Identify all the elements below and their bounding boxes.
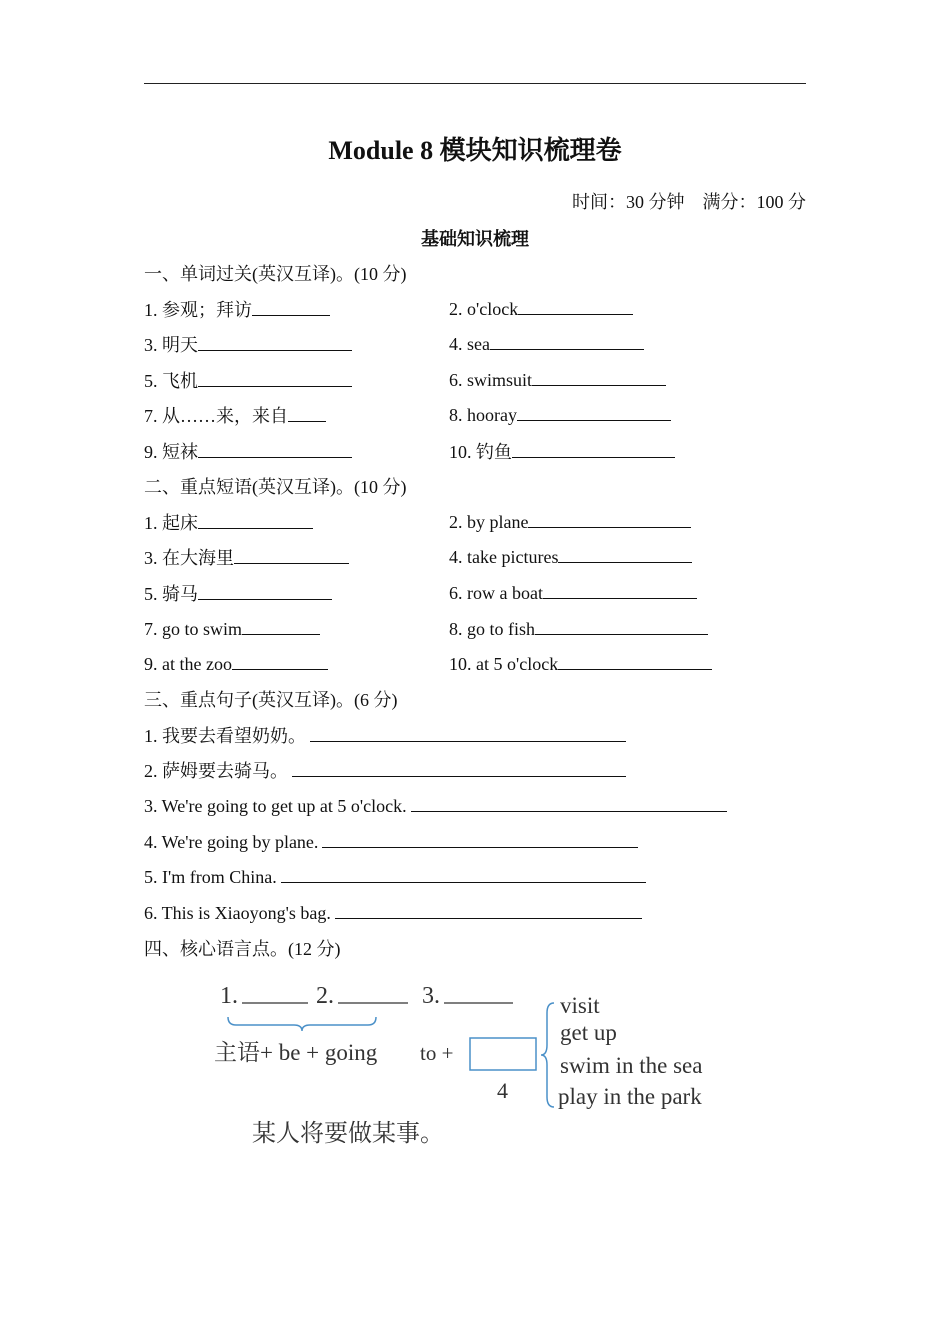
page-title: Module 8 模块知识梳理卷 [328,136,622,165]
verb-brace [541,1003,554,1107]
meaning-text: 某人将要做某事。 [252,1121,444,1147]
answer-blank[interactable] [198,332,352,351]
phrase-item: 9. at the zoo [144,651,328,675]
time-score-info: 时间：30 分钟 满分：100 分 [572,192,806,212]
answer-blank[interactable] [322,829,638,848]
section-2-heading: 二、重点短语(英汉互译)。(10 分) [144,477,407,497]
sentence-item: 5. I'm from China. [144,864,646,888]
answer-blank[interactable] [543,580,697,599]
verb-option: play in the park [558,1084,702,1109]
answer-blank[interactable] [335,900,642,919]
answer-blank[interactable] [281,864,646,883]
section-1-heading: 一、单词过关(英汉互译)。(10 分) [144,264,407,284]
answer-blank[interactable] [411,793,727,812]
phrase-item: 3. 在大海里 [144,544,349,570]
section-subtitle: 基础知识梳理 [421,229,529,249]
formula-text: 主语+ be + going [214,1040,378,1065]
section-4-heading: 四、核心语言点。(12 分) [144,939,341,959]
word-item: 9. 短袜 [144,438,352,464]
verb-option: swim in the sea [560,1053,703,1078]
sentence-item: 2. 萨姆要去骑马。 [144,757,626,783]
phrase-item: 8. go to fish [449,616,708,640]
answer-blank[interactable] [517,402,671,421]
answer-blank[interactable] [198,581,332,600]
phrase-item: 1. 起床 [144,509,313,535]
blank-4-box[interactable] [470,1038,536,1070]
answer-blank[interactable] [232,651,328,670]
phrase-item: 4. take pictures [449,544,692,568]
blank-2-label: 2. [316,983,334,1009]
word-item: 7. 从……来，来自 [144,402,326,428]
sentence-item: 6. This is Xiaoyong's bag. [144,900,642,924]
top-rule [144,83,806,84]
answer-blank[interactable] [512,439,675,458]
answer-blank[interactable] [528,509,691,528]
answer-blank[interactable] [558,651,712,670]
word-item: 4. sea [449,331,644,355]
blank-3-label: 3. [422,983,440,1009]
phrase-item: 7. go to swim [144,616,320,640]
word-item: 1. 参观；拜访 [144,296,330,322]
verb-option: visit [560,993,600,1018]
answer-blank[interactable] [292,758,626,777]
answer-blank[interactable] [198,368,352,387]
answer-blank[interactable] [198,510,313,529]
phrase-item: 10. at 5 o'clock [449,651,712,675]
answer-blank[interactable] [518,296,633,315]
phrase-item: 6. row a boat [449,580,697,604]
subject-brace [228,1017,376,1031]
blank-1-label: 1. [220,983,238,1009]
sentence-item: 3. We're going to get up at 5 o'clock. [144,793,727,817]
phrase-item: 5. 骑马 [144,580,332,606]
answer-blank[interactable] [288,403,326,422]
word-item: 10. 钓鱼 [449,438,675,464]
word-item: 2. o'clock [449,296,633,320]
answer-blank[interactable] [532,367,666,386]
grammar-diagram [210,975,750,1155]
sentence-item: 4. We're going by plane. [144,829,638,853]
section-3-heading: 三、重点句子(英汉互译)。(6 分) [144,690,398,710]
answer-blank[interactable] [252,297,330,316]
sentence-item: 1. 我要去看望奶奶。 [144,722,626,748]
word-item: 6. swimsuit [449,367,666,391]
to-plus-text: to + [420,1041,454,1065]
phrase-item: 2. by plane [449,509,691,533]
answer-blank[interactable] [234,545,349,564]
answer-blank[interactable] [242,616,320,635]
word-item: 8. hooray [449,402,671,426]
answer-blank[interactable] [535,616,708,635]
blank-4-label: 4 [497,1078,508,1103]
answer-blank[interactable] [558,544,692,563]
verb-option: get up [560,1020,617,1045]
word-item: 5. 飞机 [144,367,352,393]
word-item: 3. 明天 [144,331,352,357]
answer-blank[interactable] [198,439,352,458]
answer-blank[interactable] [490,331,644,350]
answer-blank[interactable] [310,723,626,742]
